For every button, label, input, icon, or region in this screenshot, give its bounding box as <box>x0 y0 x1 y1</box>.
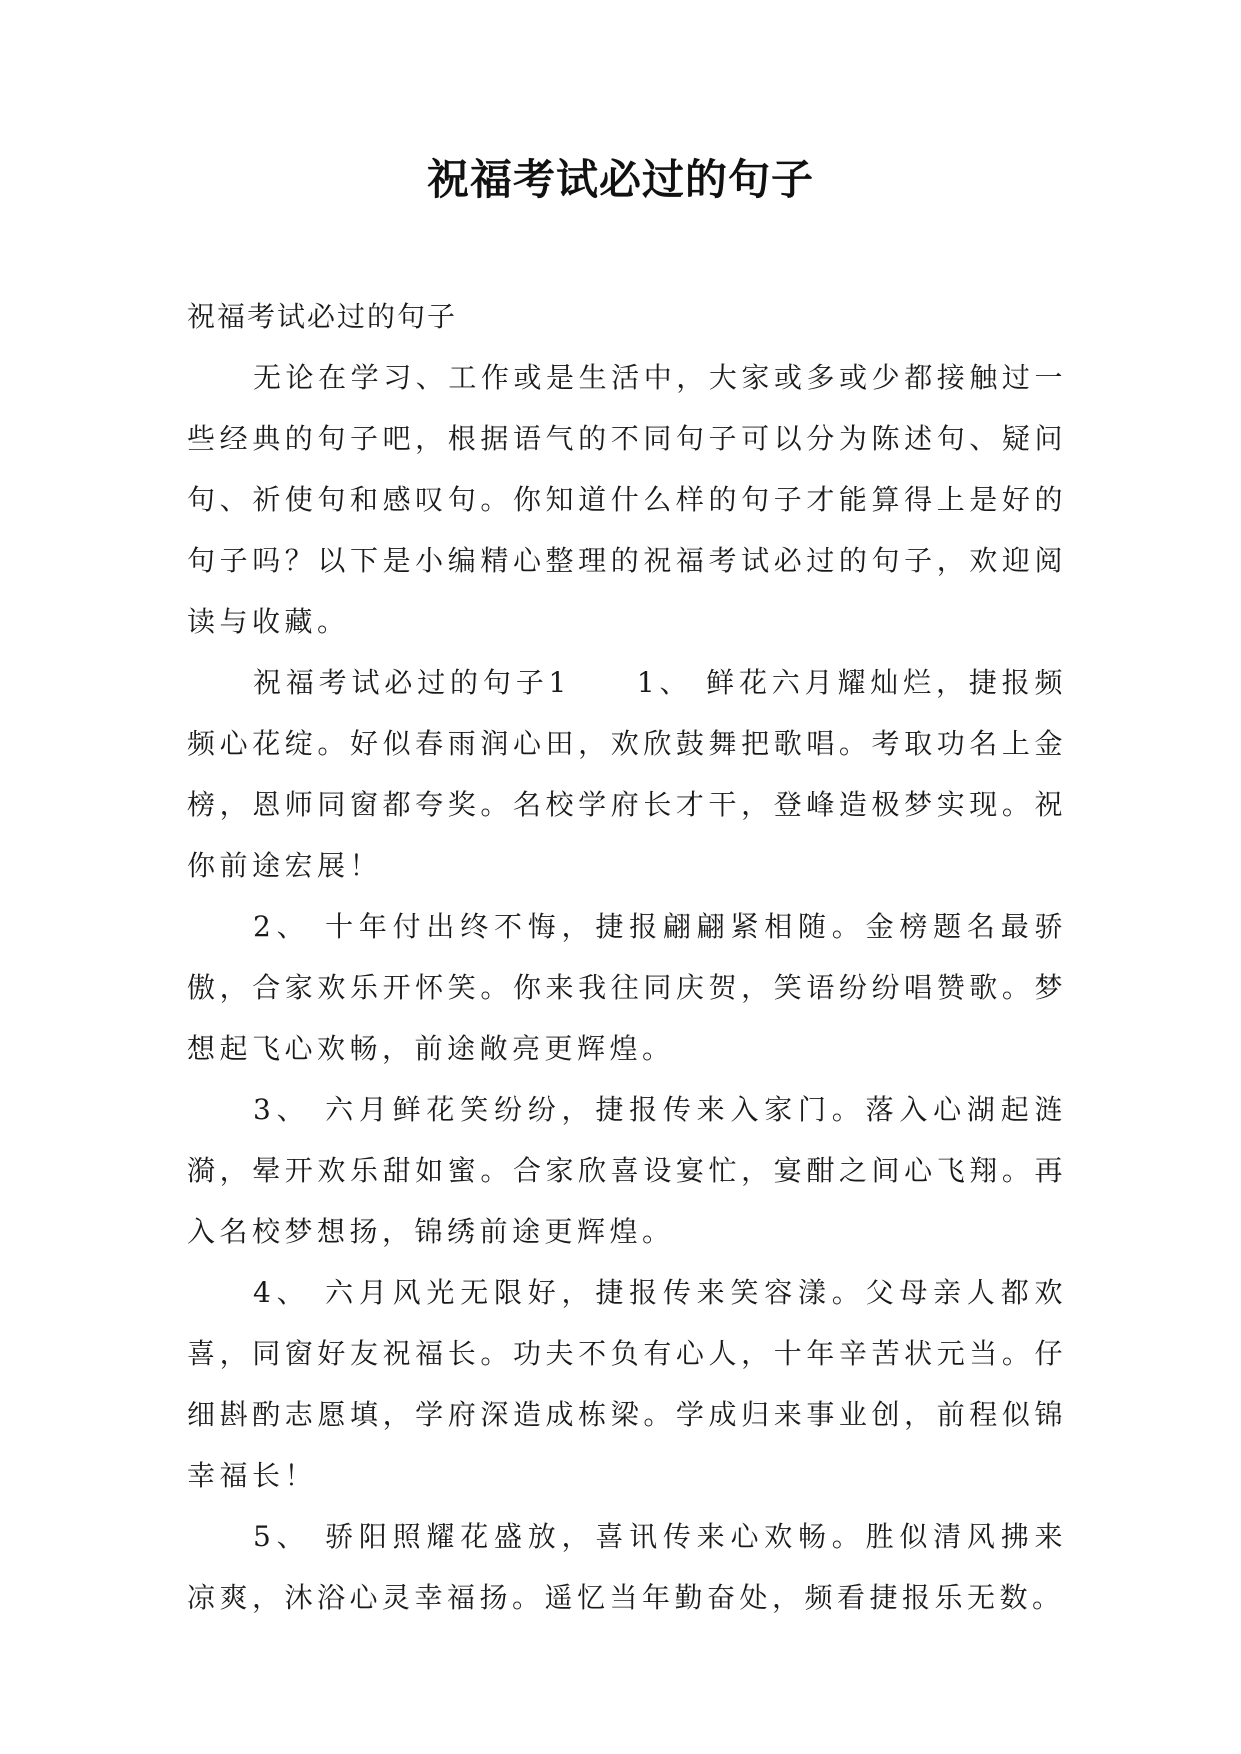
paragraph-intro: 无论在学习、工作或是生活中，大家或多或少都接触过一些经典的句子吧，根据语气的不同句子可以分为陈述句、疑问句、祈使句和感叹句。你知道什么样的句子才能算得上是好的句子吗？以下是小编精心整理的祝福考试必过的句子，欢迎阅读与收藏。 <box>187 361 1067 638</box>
paragraph-sentence-2: 2、 十年付出终不悔，捷报翩翩紧相随。金榜题名最骄傲，合家欢乐开怀笑。你来我往同庆贺，笑语纷纷唱赞歌。梦想起飞心欢畅，前途敞亮更辉煌。 <box>187 910 1067 1065</box>
document-body <box>187 286 1067 1628</box>
paragraph-sentence-4: 4、 六月风光无限好，捷报传来笑容漾。父母亲人都欢喜，同窗好友祝福长。功夫不负有心人，十年辛苦状元当。仔细斟酌志愿填，学府深造成栋梁。学成归来事业创，前程似锦幸福长！ <box>187 1276 1067 1492</box>
document-subtitle: 祝福考试必过的句子 <box>187 300 458 333</box>
paragraph-sentence-5: 5、 骄阳照耀花盛放，喜讯传来心欢畅。胜似清风拂来凉爽，沐浴心灵幸福扬。遥忆当年勤奋处，频看捷报乐无数。 <box>187 1520 1067 1614</box>
paragraph-sentence-3: 3、 六月鲜花笑纷纷，捷报传来入家门。落入心湖起涟漪，晕开欢乐甜如蜜。合家欣喜设宴忙，宴酣之间心飞翔。再入名校梦想扬，锦绣前途更辉煌。 <box>187 1093 1067 1248</box>
paragraph-sentence-1: 祝福考试必过的句子1 1、 鲜花六月耀灿烂，捷报频频心花绽。好似春雨润心田，欢欣鼓舞把歌唱。考取功名上金榜，恩师同窗都夸奖。名校学府长才干，登峰造极梦实现。祝你前途宏展！ <box>187 666 1067 882</box>
document-title: 祝福考试必过的句子 <box>426 155 814 204</box>
